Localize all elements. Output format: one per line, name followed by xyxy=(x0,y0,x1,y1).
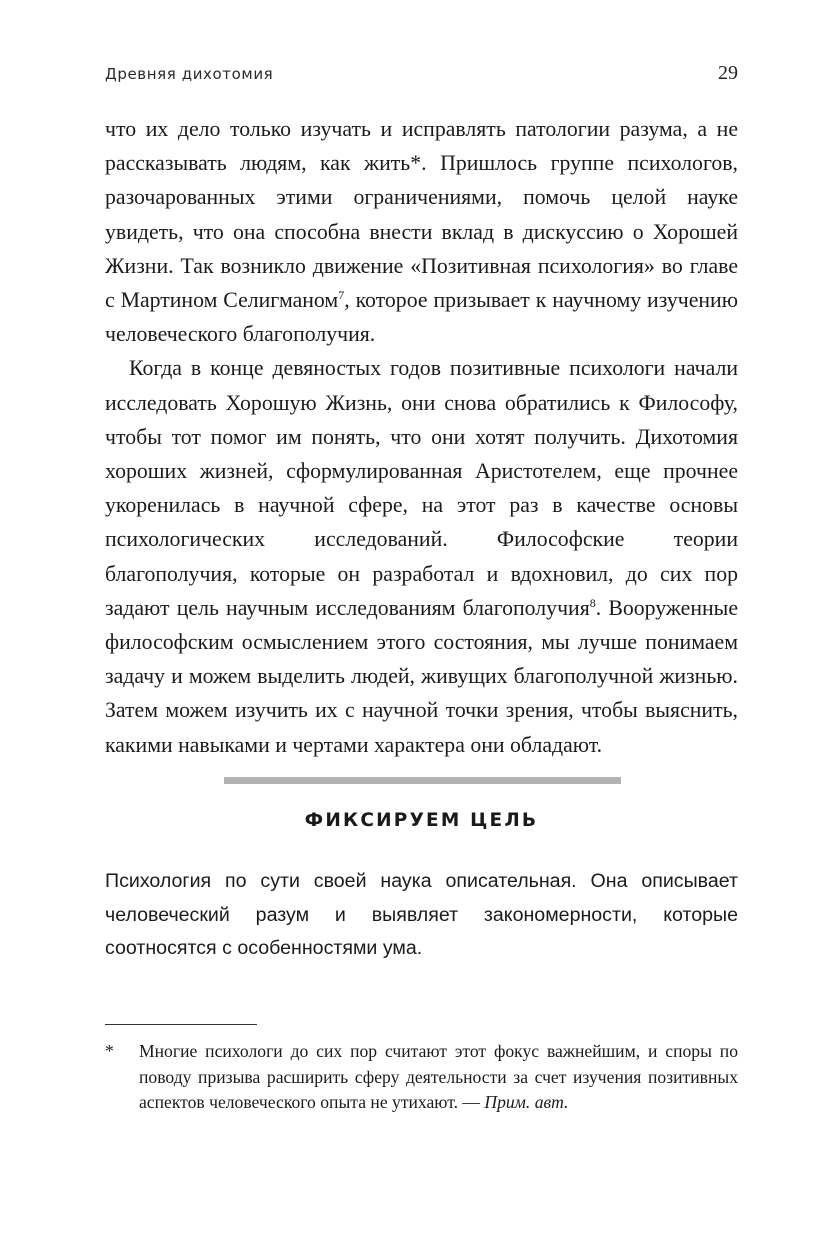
paragraph-2-text-a: Когда в конце девяностых годов позитивные психологи начали исследовать Хорошую Жизнь, они снова обратились к Философу, чтобы тот помог им понять, что они хотят получить. Дихотомия хороших жизней, сформулированная Аристотелем, еще прочнее укоренилась в научной сфере, на этот раз в качестве основы психологических исследований. Философские теории благополучия, которые он разработал и вдохновил, до сих пор задают цель научным исследованиям благополучия xyxy=(105,356,738,620)
footnote-divider xyxy=(105,1024,257,1025)
footnote-marker: * xyxy=(410,151,422,176)
section-divider xyxy=(224,777,621,784)
section-heading: ФИКСИРУЕМ ЦЕЛЬ xyxy=(304,810,539,831)
section-intro: Психология по сути своей наука описательная. Она описывает человеческий разум и выявляет закономерности, которые соотносятся с особенностями ума. xyxy=(105,870,738,959)
paragraph-2-text-b: . Вооруженные философским осмыслением этого состояния, мы лучше понимаем задачу и можем выделить людей, живущих благополучной жизнью. Затем можем изучить их с научной точки зрения, чтобы выяснить, какими навыками и чертами характера они обладают. xyxy=(105,595,738,757)
endnote-ref-8: 8 xyxy=(589,595,596,610)
footnote xyxy=(105,1039,738,1116)
paragraph-1-text-a: что их дело только изучать и исправлять патологии разума, а не рассказывать людям, как жить xyxy=(105,117,738,176)
footnote-attribution: Прим. авт. xyxy=(484,1092,569,1112)
footnote-mark: * xyxy=(105,1041,114,1061)
endnote-ref-7: 7 xyxy=(338,288,345,303)
running-title: Древняя дихотомия xyxy=(105,65,274,83)
page-number: 29 xyxy=(718,62,738,84)
main-text xyxy=(105,112,738,762)
paragraph-1-text-c: , которое призывает к научному изучению человеческого благополучия. xyxy=(105,288,738,347)
running-header xyxy=(105,62,738,85)
paragraph-1 xyxy=(105,112,738,351)
paragraph-1-text-b: . Пришлось группе психологов, разочарованных этими ограничениями, помочь целой науке увидеть, что она способна внести вклад в дискуссию о Хорошей Жизни. Так возникло движение «Позитивная психология» во главе с Мартином Селигманом xyxy=(105,151,738,313)
footnote-body xyxy=(139,1039,738,1116)
paragraph-2 xyxy=(105,351,738,761)
footnote-text: Многие психологи до сих пор считают этот фокус важнейшим, и споры по поводу призыва расширить сферу деятельности за счет изучения позитивных аспектов человеческого опыта не утихают. — xyxy=(139,1041,738,1112)
